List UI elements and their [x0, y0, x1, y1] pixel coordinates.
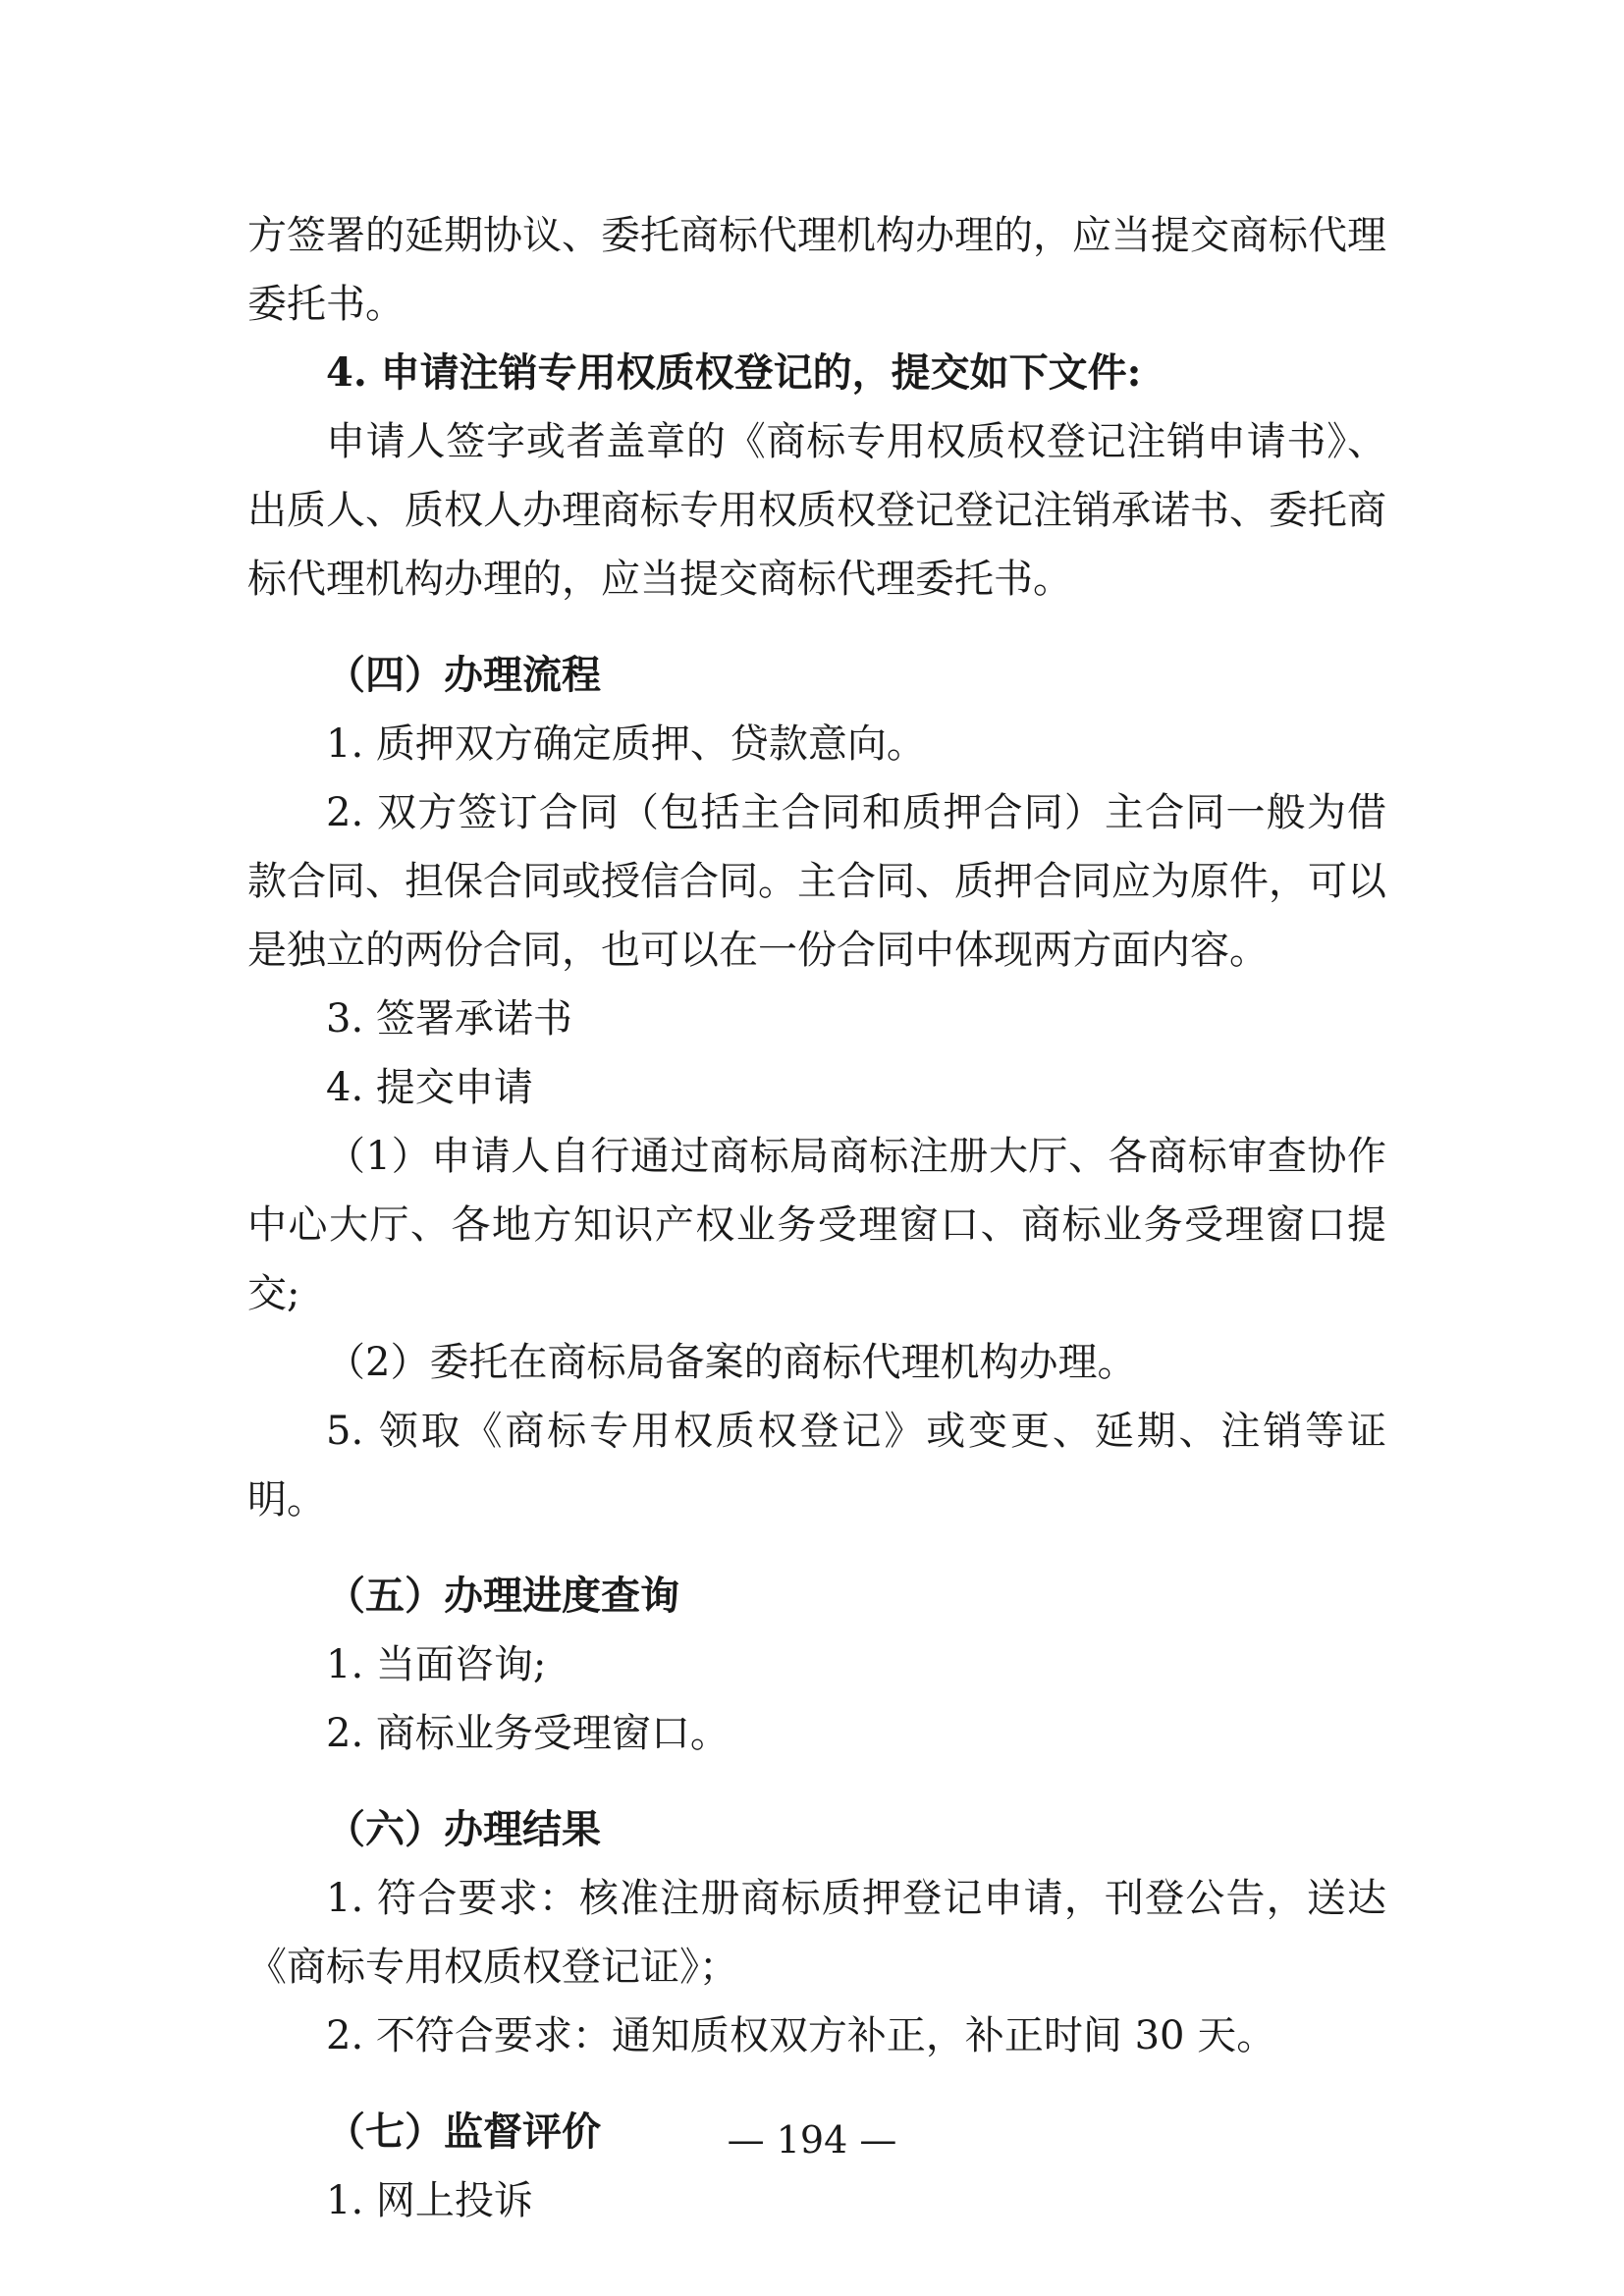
paragraph: 方签署的延期协议、委托商标代理机构办理的，应当提交商标代理委托书。 [247, 213, 1386, 327]
paragraph: 5. 领取《商标专用权质权登记》或变更、延期、注销等证明。 [247, 1409, 1386, 1522]
document-body [247, 201, 1386, 2235]
section-heading: （七）监督评价 [326, 2109, 601, 2155]
paragraph: 2. 不符合要求：通知质权双方补正，补正时间 30 天。 [326, 2013, 1276, 2058]
paragraph: 2. 双方签订合同（包括主合同和质押合同）主合同一般为借款合同、担保合同或授信合同。主合同、质押合同应为原件，可以是独立的两份合同，也可以在一份合同中体现两方面内容。 [247, 790, 1386, 973]
paragraph: （1）申请人自行通过商标局商标注册大厅、各商标审查协作中心大厅、各地方知识产权业务受理窗口、商标业务受理窗口提交; [247, 1134, 1386, 1316]
section-heading: 4. 申请注销专用权质权登记的，提交如下文件: [326, 349, 1142, 396]
paragraph: 1. 质押双方确定质押、贷款意向。 [326, 721, 926, 767]
paragraph: 1. 当面咨询; [326, 1642, 547, 1687]
paragraph: 4. 提交申请 [326, 1065, 533, 1110]
section-heading: （五）办理进度查询 [326, 1573, 679, 1619]
paragraph: 1. 网上投诉 [326, 2178, 533, 2223]
paragraph: 申请人签字或者盖章的《商标专用权质权登记注销申请书》、出质人、质权人办理商标专用权质权登记登记注销承诺书、委托商标代理机构办理的，应当提交商标代理委托书。 [247, 419, 1386, 602]
section-heading: （六）办理结果 [326, 1806, 601, 1852]
page-number: — 194 — [727, 2118, 897, 2162]
paragraph: 2. 商标业务受理窗口。 [326, 1711, 730, 1756]
paragraph: 1. 符合要求：核准注册商标质押登记申请，刊登公告，送达《商标专用权质权登记证》； [247, 1876, 1386, 1990]
section-heading: （四）办理流程 [326, 652, 601, 698]
paragraph: （2）委托在商标局备案的商标代理机构办理。 [326, 1340, 1137, 1385]
paragraph: 3. 签署承诺书 [326, 996, 572, 1041]
